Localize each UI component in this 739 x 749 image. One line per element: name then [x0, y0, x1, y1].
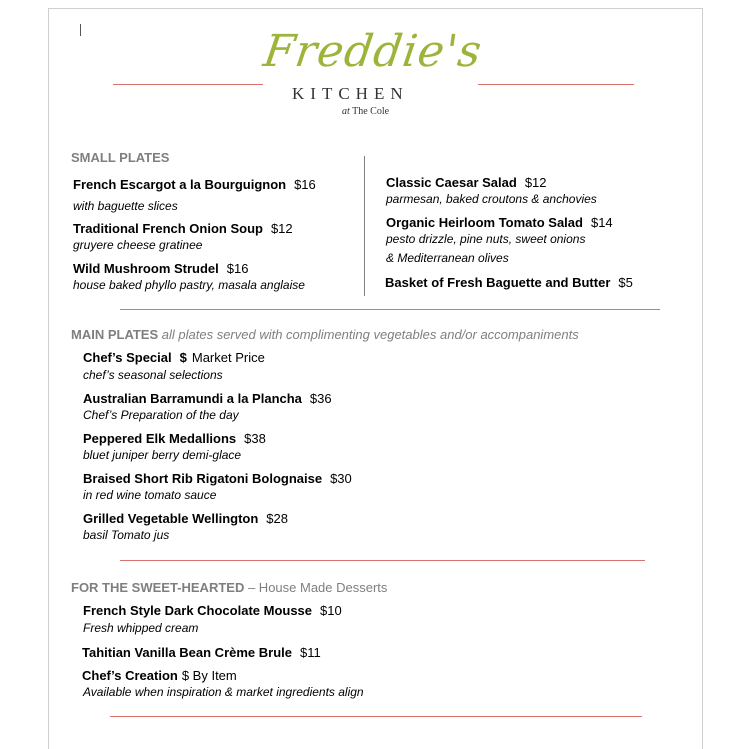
menu-item — [83, 350, 265, 365]
menu-item — [83, 511, 288, 526]
small-plates-heading: SMALL PLATES — [71, 150, 170, 165]
item-name: Basket of Fresh Baguette and Butter — [385, 275, 611, 290]
menu-item — [83, 391, 332, 406]
item-price: $10 — [320, 603, 342, 618]
item-name: French Escargot a la Bourguignon — [73, 177, 287, 192]
logo-script-name: Freddie's — [260, 26, 486, 77]
menu-item — [386, 175, 547, 190]
item-price: $12 — [524, 175, 547, 190]
item-price: Market Price — [191, 350, 265, 365]
item-name: Grilled Vegetable Wellington — [83, 511, 259, 526]
menu-item — [82, 645, 321, 660]
menu-item — [385, 275, 633, 290]
item-price: $38 — [244, 431, 266, 446]
menu-item — [386, 215, 613, 230]
item-name: Wild Mushroom Strudel — [73, 261, 219, 276]
item-description: Chef’s Preparation of the day — [83, 408, 239, 422]
item-description: bluet juniper berry demi-glace — [83, 448, 242, 462]
item-name: Chef’s Creation — [82, 668, 178, 683]
item-price: $12 — [270, 221, 293, 236]
item-description: parmesan, baked croutons & anchovies — [386, 192, 597, 206]
section-rule — [120, 309, 660, 310]
main-plates-heading — [71, 327, 579, 342]
item-description: pesto drizzle, pine nuts, sweet onions — [386, 232, 586, 246]
section-rule — [110, 716, 642, 717]
item-price: $ By Item — [181, 668, 237, 683]
item-price: $30 — [330, 471, 352, 486]
item-name: Classic Caesar Salad — [386, 175, 517, 190]
column-divider — [364, 156, 365, 296]
section-rule — [120, 560, 645, 561]
item-name: Traditional French Onion Soup — [73, 221, 263, 236]
desserts-heading — [71, 580, 387, 595]
logo-venue-name: The Cole — [352, 106, 390, 117]
item-price: $16 — [294, 177, 316, 192]
menu-item — [82, 668, 237, 683]
item-price: $11 — [300, 645, 321, 660]
menu-item — [83, 431, 266, 446]
menu-item — [73, 261, 248, 276]
item-price: $16 — [226, 261, 249, 276]
item-name: Australian Barramundi a la Plancha — [83, 391, 302, 406]
item-name: Chef’s Special — [83, 350, 172, 365]
menu-item — [73, 177, 316, 192]
item-name: Peppered Elk Medallions — [83, 431, 237, 446]
item-description-line2: & Mediterranean olives — [386, 251, 509, 265]
logo-rule-right — [478, 84, 634, 85]
item-name: Organic Heirloom Tomato Salad — [386, 215, 583, 230]
logo-kitchen: KITCHEN — [292, 84, 409, 103]
item-description: Available when inspiration & market ingredients align — [83, 685, 364, 699]
text-cursor — [80, 24, 81, 36]
item-name: Tahitian Vanilla Bean Crème Brule — [82, 645, 292, 660]
item-description: with baguette slices — [73, 199, 178, 213]
item-description: in red wine tomato sauce — [83, 488, 217, 502]
item-description: basil Tomato jus — [83, 528, 170, 542]
menu-item — [83, 471, 352, 486]
item-name: Braised Short Rib Rigatoni Bolognaise — [83, 471, 323, 486]
menu-item — [83, 603, 342, 618]
main-plates-title: MAIN PLATES — [71, 327, 159, 342]
item-description: gruyere cheese gratinee — [73, 238, 203, 252]
menu-item — [73, 221, 293, 236]
item-price: $36 — [309, 391, 332, 406]
logo-rule-left — [113, 84, 263, 85]
item-description: chef’s seasonal selections — [83, 368, 223, 382]
main-plates-subtitle: all plates served with complimenting vegetables and/or accompaniments — [161, 327, 579, 342]
item-price: $14 — [590, 215, 613, 230]
item-price: $28 — [266, 511, 288, 526]
logo-venue — [342, 106, 389, 117]
item-name: French Style Dark Chocolate Mousse — [83, 603, 313, 618]
item-name-extra: $ — [179, 350, 187, 365]
desserts-subtitle: – House Made Desserts — [247, 580, 388, 595]
restaurant-logo — [250, 26, 490, 121]
item-price: $5 — [618, 275, 633, 290]
desserts-title: FOR THE SWEET-HEARTED — [71, 580, 245, 595]
logo-at: at — [342, 106, 350, 117]
item-description: Fresh whipped cream — [83, 621, 199, 635]
item-description: house baked phyllo pastry, masala anglaise — [73, 278, 305, 292]
